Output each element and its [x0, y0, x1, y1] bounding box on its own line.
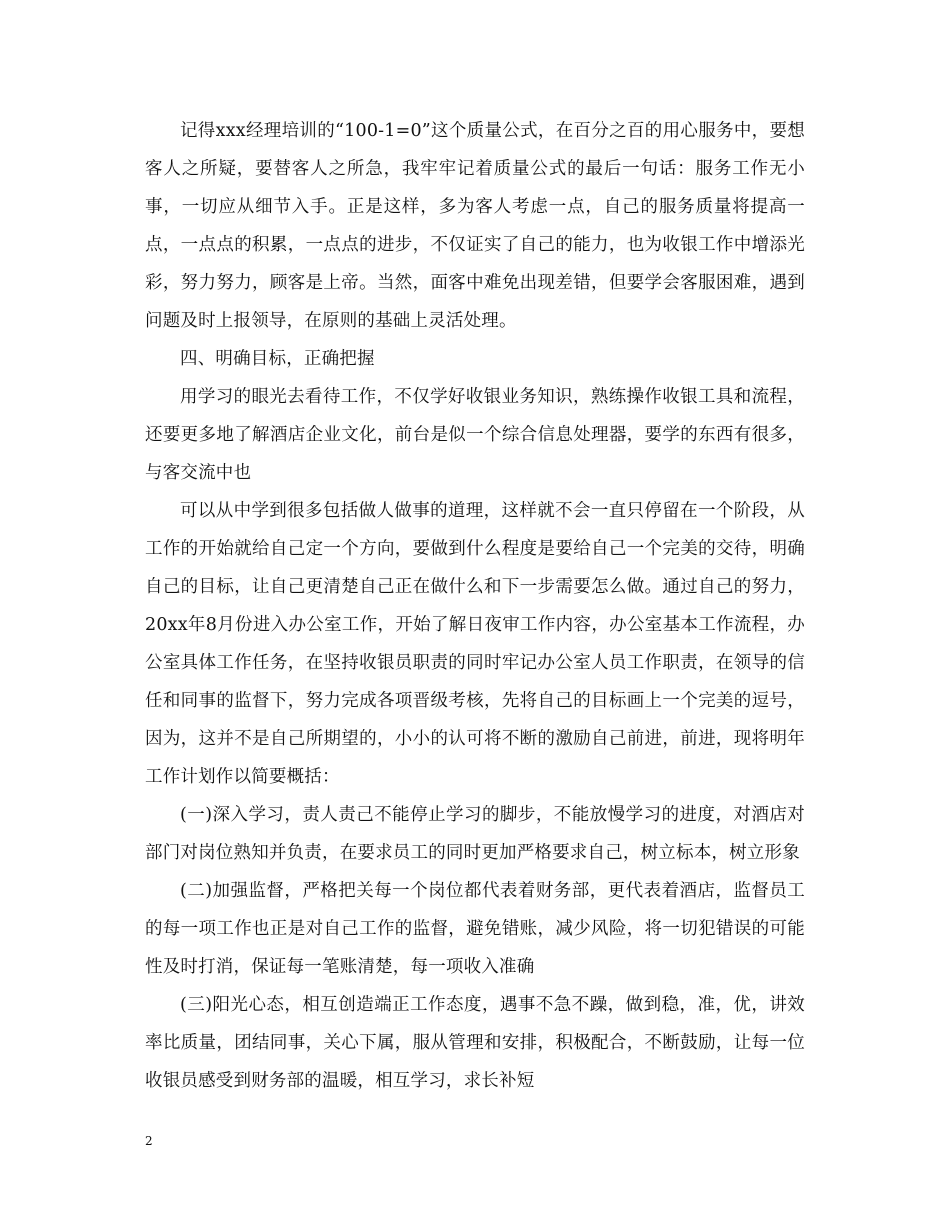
plan-item-study: (一)深入学习，责人责己不能停止学习的脚步，不能放慢学习的进度，对酒店对部门对岗位熟知并负责，在要求员工的同时更加严格要求自己，树立标本，树立形象 [145, 805, 805, 863]
section-heading-goals: 四、明确目标，正确把握 [180, 349, 375, 369]
page-number: 2 [145, 1134, 153, 1148]
document-body [145, 112, 805, 1100]
paragraph-learning: 用学习的眼光去看待工作，不仅学好收银业务知识，熟练操作收银工具和流程，还要更多地了解酒店企业文化，前台是似一个综合信息处理器，要学的东西有很多，与客交流中也 [145, 387, 805, 483]
plan-item-attitude: (三)阳光心态，相互创造端正工作态度，遇事不急不躁，做到稳，准，优，讲效率比质量，团结同事，关心下属，服从管理和安排，积极配合，不断鼓励，让每一位收银员感受到财务部的温暖，相互学习，求长补短 [145, 995, 805, 1091]
plan-item-supervision: (二)加强监督，严格把关每一个岗位都代表着财务部，更代表着酒店，监督员工的每一项工作也正是对自己工作的监督，避免错账，减少风险，将一切犯错误的可能性及时打消，保证每一笔账清楚，每一项收入准确 [145, 881, 805, 977]
paragraph-quality-formula: 记得xxx经理培训的“100-1=0”这个质量公式，在百分之百的用心服务中，要想客人之所疑，要替客人之所急，我牢牢记着质量公式的最后一句话：服务工作无小事，一切应从细节入手。正是这样，多为客人考虑一点，自己的服务质量将提高一点，一点点的积累，一点点的进步，不仅证实了自己的能力，也为收银工作中增添光彩，努力努力，顾客是上帝。当然，面客中难免出现差错，但要学会客服困难，遇到问题及时上报领导，在原则的基础上灵活处理。 [145, 121, 805, 331]
paragraph-direction: 可以从中学到很多包括做人做事的道理，这样就不会一直只停留在一个阶段，从工作的开始就给自己定一个方向，要做到什么程度是要给自己一个完美的交待，明确自己的目标，让自己更清楚自己正在做什么和下一步需要怎么做。通过自己的努力，20xx年8月份进入办公室工作，开始了解日夜审工作内容，办公室基本工作流程，办公室具体工作任务，在坚持收银员职责的同时牢记办公室人员工作职责，在领导的信任和同事的监督下，努力完成各项晋级考核，先将自己的目标画上一个完美的逗号，因为，这并不是自己所期望的，小小的认可将不断的激励自己前进，前进，现将明年工作计划作以简要概括： [145, 501, 805, 787]
